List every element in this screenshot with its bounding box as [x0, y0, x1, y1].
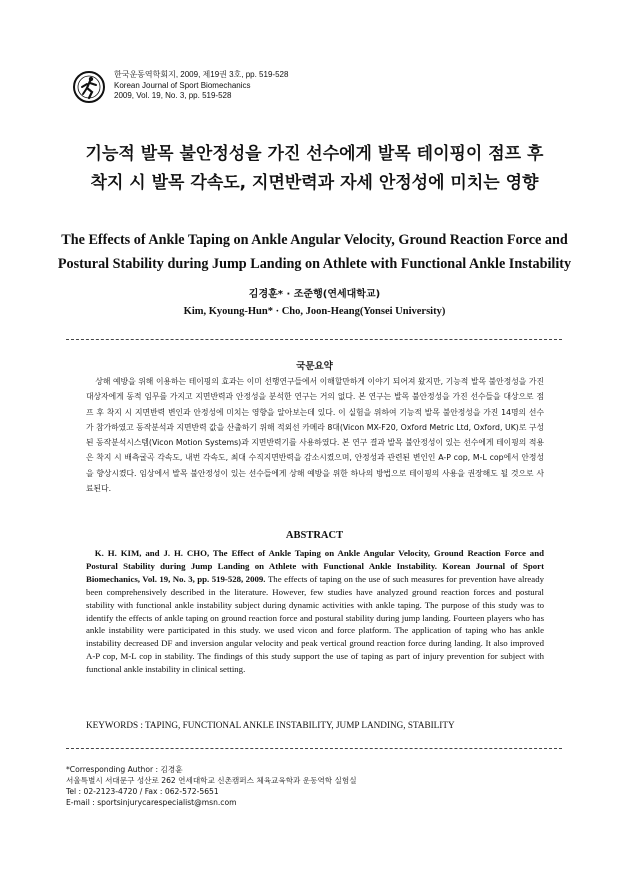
bottom-divider: [66, 748, 562, 749]
corresponding-author-footnote: [66, 764, 546, 808]
title-english: [0, 228, 629, 276]
journal-line-vol: 2009, Vol. 19, No. 3, pp. 519-528: [114, 91, 232, 100]
title-english-line1: The Effects of Ankle Taping on Ankle Angular Velocity, Ground Reaction Force and: [61, 232, 568, 248]
journal-header: [72, 70, 288, 104]
korean-abstract-body: 상해 예방을 위해 이용하는 테이핑의 효과는 이미 선행연구들에서 이해할만하게 이야기 되어져 왔지만, 기능적 발목 불안정성을 가진 대상자에게 동적 임무를 가지고 지면반력과 안정성을 분석한 연구는 거의 없다. 본 연구는 발목 불안정성을 가진 선수들을 대상으로 점프 후 착지 시 지면반력 변인과 안정성에 미치는 영향을 알아보는데 있다. 이 실험을 위하여 기능적 발목 불안정성을 가진 14명의 선수가 참가하였고 동작분석과 지면반력 값을 산출하기 위해 적외선 카메라 8대(Vicon MX-F20, Oxford Metric Ltd, Oxford, UK)로 구성된 동작분석시스템(Vicon Motion Systems)과 지면반력기를 사용하였다. 본 연구 결과 발목 불안정성이 있는 선수에게 테이핑의 적용은 착지 시 배측굴곡 각속도, 내번 각속도, 최대 수직지면반력을 감소시켰으며, 안정성과 관련된 변인인 A-P cop, M-L cop에서 안정성을 향상시켰다. 임상에서 발목 불안정성이 있는 선수들에게 상해 예방을 위한 하나의 방법으로 테이핑의 사용을 권장해도 될 것으로 사료된다.: [86, 377, 544, 494]
keywords: KEYWORDS : TAPING, FUNCTIONAL ANKLE INSTABILITY, JUMP LANDING, STABILITY: [86, 720, 455, 730]
title-english-line2: Postural Stability during Jump Landing on Athlete with Functional Ankle Instability: [57, 256, 572, 272]
journal-line-en: Korean Journal of Sport Biomechanics: [114, 80, 251, 90]
top-divider: [66, 339, 562, 340]
title-korean-line2: 착지 시 발목 각속도, 지면반력과 자세 안정성에 미치는 영향: [90, 173, 539, 193]
authors-english: Kim, Kyoung-Hun* · Cho, Joon-Heang(Yonsei University): [183, 306, 446, 317]
korean-abstract-heading: 국문요약: [296, 361, 333, 372]
english-abstract-body: The effects of taping on the use of such measures for prevention have already been comprehensively described in the literature. However, few studies have analyzed ground reaction forces and postural stability with functional ankle instability subject during dynamic activities with ankle taping. The purpose of this study was to identify the effects of ankle taping on ground reaction force and postural stability during jump landing. Fourteen players who has ankle instability were participated in this study. we used vicon and force platform. The application of taping who has ankle instability decreased DF and inversion angular velocity and peak vertical ground reaction force during landing. It also improved A-P cop, M-L cop in stability. The findings of this study support the use of taping as part of injury prevention for subject with functional ankle instability in clinical setting.: [86, 573, 544, 675]
journal-line-ko: 한국운동역학회지, 2009, 제19권 3호, pp. 519-528: [114, 70, 289, 79]
title-korean: [0, 140, 629, 198]
footnote-address: 서울특별시 서대문구 성산로 262 연세대학교 신촌캠퍼스 체육교육학과 운동역학 실험실: [66, 776, 357, 785]
footnote-email: E-mail : sportsinjurycarespecialist@msn.com: [66, 798, 237, 807]
english-abstract-heading: ABSTRACT: [285, 530, 344, 541]
footnote-phone: Tel : 02-2123-4720 / Fax : 062-572-5651: [66, 787, 219, 796]
abstract-citation: K. H. KIM, and J. H. CHO, The Effect of Ankle Taping on Ankle Angular Velocity, Ground Reaction Force and Postural Stability during Jump Landing on Athlete with Functional Ankle Instability. Korean Journal of Sport Biomechanics, Vol. 19, No. 3, pp. 519-528, 2009.: [86, 548, 544, 584]
english-abstract: [86, 547, 544, 676]
journal-logo-icon: [72, 70, 106, 104]
title-korean-line1: 기능적 발목 불안정성을 가진 선수에게 발목 테이핑이 점프 후: [85, 144, 544, 164]
authors-korean: 김경훈* · 조준행(연세대학교): [248, 289, 381, 300]
footnote-author: *Corresponding Author : 김경훈: [66, 765, 183, 774]
